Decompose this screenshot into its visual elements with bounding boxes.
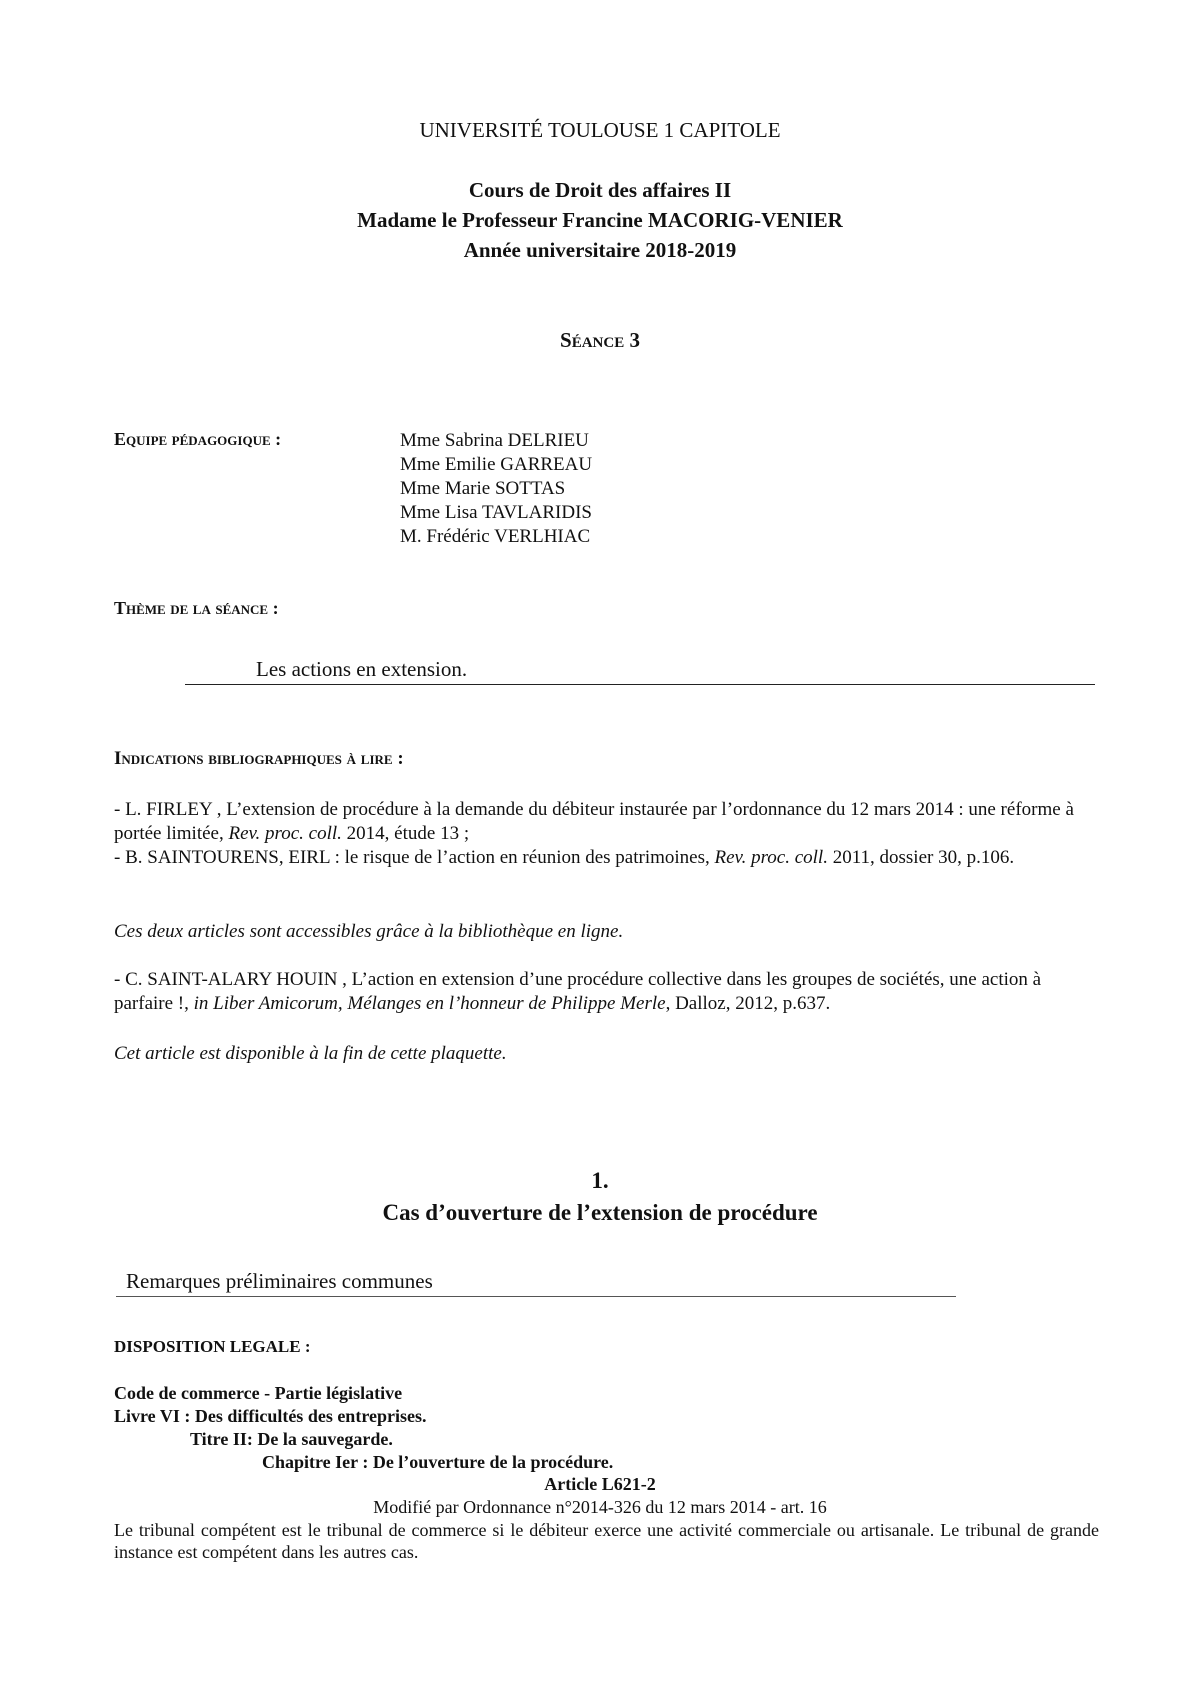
legal-label: DISPOSITION LEGALE : <box>114 1337 311 1356</box>
legal-article: Article L621-2 <box>544 1474 656 1494</box>
subtitle-underline <box>116 1296 956 1297</box>
bibliography-ref-firley <box>114 798 1099 846</box>
bibliography-label: Indications bibliographiques à lire : <box>114 748 404 769</box>
legal-modified: Modifié par Ordonnance n°2014-326 du 12 mars 2014 - art. 16 <box>373 1497 827 1517</box>
academic-year: Année universitaire 2018-2019 <box>463 238 737 262</box>
ref-text: - C. SAINT-ALARY HOUIN , L’action en extension d’une procédure collective dans les groupes de sociétés, une action à parfaire !, <box>114 969 1042 1014</box>
bibliography-ref-saint-alary <box>114 968 1099 1016</box>
section-subtitle: Remarques préliminaires communes <box>126 1269 433 1293</box>
bibliography-note-online: Ces deux articles sont accessibles grâce à la bibliothèque en ligne. <box>114 921 624 942</box>
session-title: Séance 3 <box>560 328 640 352</box>
team-member: M. Frédéric VERLHIAC <box>400 526 591 547</box>
ref-rest: , Dalloz, 2012, p.637. <box>665 993 831 1014</box>
legal-text: Le tribunal compétent est le tribunal de commerce si le débiteur exerce une activité commerciale ou artisanale. Le tribunal de grande instance est compétent dans les autres cas. <box>114 1520 1099 1562</box>
team-member: Mme Lisa TAVLARIDIS <box>400 502 592 523</box>
university-name: UNIVERSITÉ TOULOUSE 1 CAPITOLE <box>419 118 781 142</box>
section-title: Cas d’ouverture de l’extension de procédure <box>382 1200 818 1225</box>
ref-journal: Rev. proc. coll. <box>714 847 828 868</box>
section-number: 1. <box>591 1168 609 1193</box>
ref-source: in Liber Amicorum, Mélanges en l’honneur de Philippe Merle <box>193 993 666 1014</box>
ref-journal: Rev. proc. coll. <box>228 823 342 844</box>
team-member: Mme Emilie GARREAU <box>400 454 593 475</box>
theme-underline <box>185 684 1095 685</box>
legal-code: Code de commerce - Partie législative <box>114 1383 403 1403</box>
legal-livre: Livre VI : Des difficultés des entreprises. <box>114 1406 427 1426</box>
bibliography-note-booklet: Cet article est disponible à la fin de cette plaquette. <box>114 1043 507 1064</box>
ref-rest: 2014, étude 13 ; <box>341 823 470 844</box>
professor-name: Madame le Professeur Francine MACORIG-VENIER <box>357 208 843 232</box>
team-member: Mme Marie SOTTAS <box>400 478 566 499</box>
theme-value: Les actions en extension. <box>256 657 468 681</box>
team-label: Equipe pédagogique : <box>114 429 282 449</box>
course-title: Cours de Droit des affaires II <box>468 178 732 202</box>
ref-text: - L. FIRLEY , L’extension de procédure à la demande du débiteur instaurée par l’ordonnance du 12 mars 2014 : une réforme à portée limitée, <box>114 799 1074 844</box>
ref-text: - B. SAINTOURENS, EIRL : le risque de l’action en réunion des patrimoines, <box>114 847 715 868</box>
theme-label: Thème de la séance : <box>114 598 279 618</box>
ref-rest: 2011, dossier 30, p.106. <box>827 847 1015 868</box>
team-member: Mme Sabrina DELRIEU <box>400 430 589 451</box>
legal-chapitre: Chapitre Ier : De l’ouverture de la procédure. <box>262 1452 614 1472</box>
legal-titre: Titre II: De la sauvegarde. <box>190 1429 393 1449</box>
bibliography-ref-saintourens <box>114 846 1099 870</box>
